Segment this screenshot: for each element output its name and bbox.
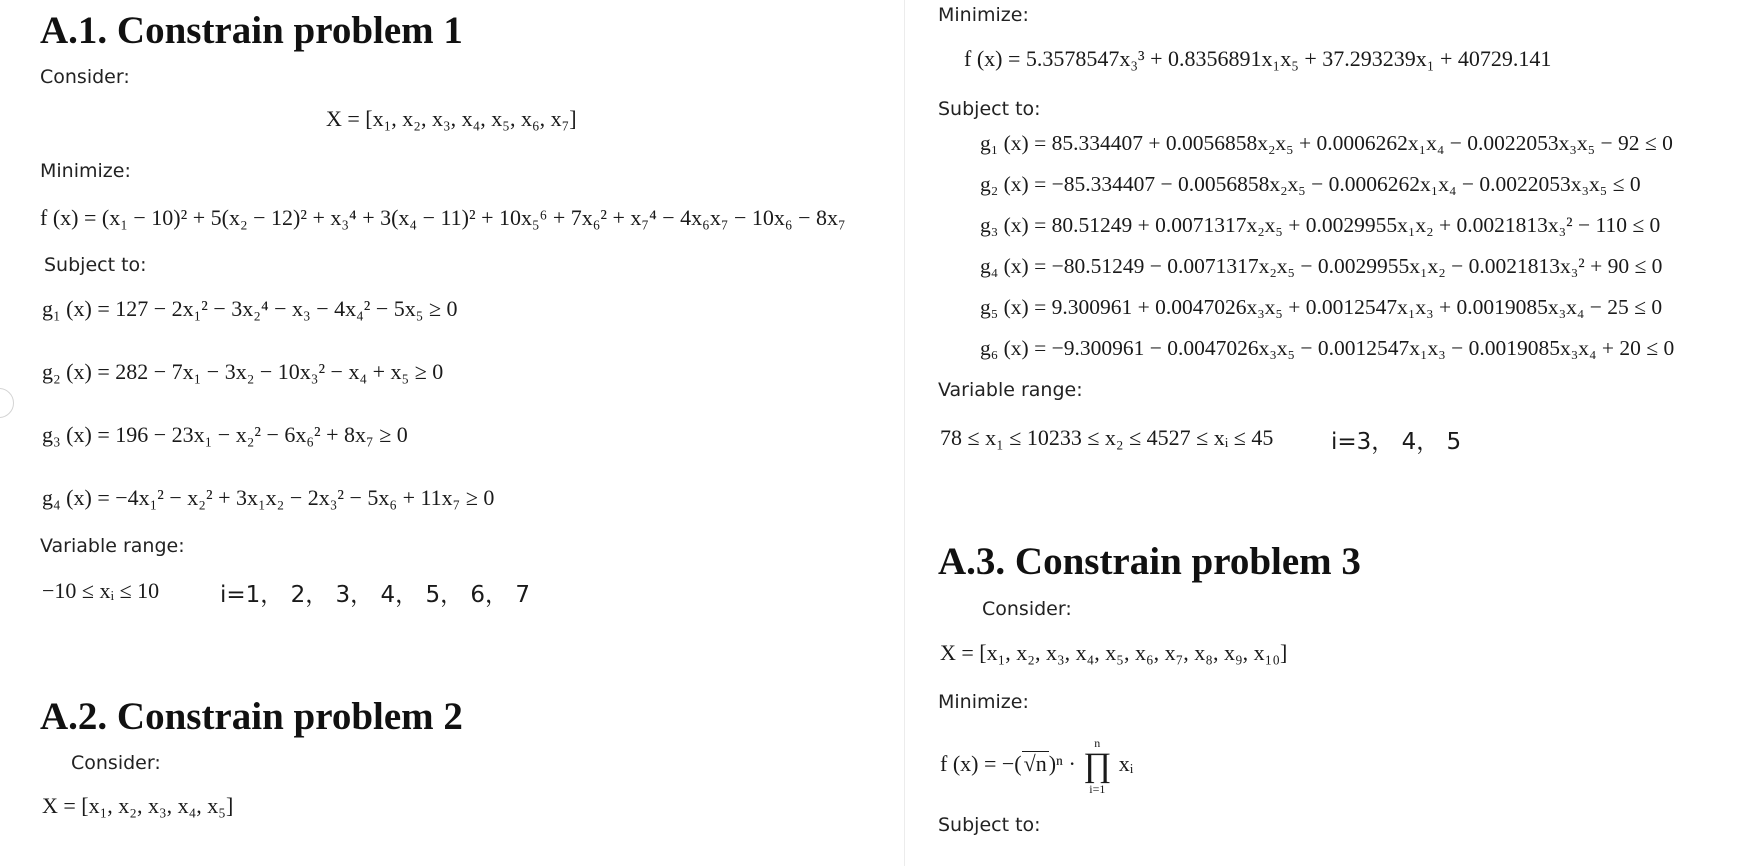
constraint-g1: g₁ (x) = 127 − 2x₁² − 3x₂⁴ − x₃ − 4x₄² − 5x₅ ≥ 0 [42,296,458,321]
product-term: xᵢ [1118,751,1134,777]
consider-label: Consider: [982,598,1072,620]
section-heading-a3: A.3. Constrain problem 3 [938,540,1361,583]
variable-range-label: Variable range: [938,379,1083,401]
minimize-label: Minimize: [938,691,1029,713]
minimize-label: Minimize: [40,160,131,182]
subject-to-label: Subject to: [938,98,1041,120]
section-heading-a2: A.2. Constrain problem 2 [40,695,463,738]
objective-function [940,737,1133,795]
objective-power: )ⁿ · [1048,751,1076,777]
sqrt-term: √n [1023,751,1047,777]
section-heading-a1: A.1. Constrain problem 1 [40,9,463,52]
constraint-g2: g₂ (x) = 282 − 7x₁ − 3x₂ − 10x₃² − x₄ + x₅ ≥ 0 [42,359,444,384]
variable-range-expression: 78 ≤ x₁ ≤ 10233 ≤ x₂ ≤ 4527 ≤ xᵢ ≤ 45 [940,425,1274,450]
minimize-label: Minimize: [938,4,1029,26]
product-lower: i=1 [1089,782,1106,796]
variable-range-expression: −10 ≤ xᵢ ≤ 10 [42,578,160,603]
product-operator [1083,737,1111,795]
constraint-g3: g₃ (x) = 80.51249 + 0.0071317x₂x₅ + 0.0029955x₁x₂ + 0.0021813x₃² − 110 ≤ 0 [980,213,1661,237]
constraint-g1: g₁ (x) = 85.334407 + 0.0056858x₂x₅ + 0.0006262x₁x₄ − 0.0022053x₃x₅ − 92 ≤ 0 [980,131,1673,155]
constraint-g4: g₄ (x) = −4x₁² − x₂² + 3x₁x₂ − 2x₃² − 5x₆ + 11x₇ ≥ 0 [42,485,495,510]
variable-index-note: i=1， 2， 3， 4， 5， 6， 7 [220,582,530,608]
constraint-g5: g₅ (x) = 9.300961 + 0.0047026x₃x₅ + 0.0012547x₁x₃ + 0.0019085x₃x₄ − 25 ≤ 0 [980,295,1663,319]
constraint-g2: g₂ (x) = −85.334407 − 0.0056858x₂x₅ − 0.0006262x₁x₄ − 0.0022053x₃x₅ ≤ 0 [980,172,1641,196]
variable-range-label: Variable range: [40,535,185,557]
consider-label: Consider: [71,752,161,774]
sqrt-argument: n [1035,751,1047,777]
objective-function: f (x) = (x₁ − 10)² + 5(x₂ − 12)² + x₃⁴ + 3(x₄ − 11)² + 10x₅⁶ + 7x₆² + x₇⁴ − 4x₆x₇ − 10x₆ − 8x₇ [40,205,846,230]
constraint-g4: g₄ (x) = −80.51249 − 0.0071317x₂x₅ − 0.0029955x₁x₂ − 0.0021813x₃² + 90 ≤ 0 [980,254,1663,278]
objective-lhs: f (x) = −( [940,751,1022,777]
product-upper: n [1094,736,1101,750]
consider-label: Consider: [40,66,130,88]
objective-function: f (x) = 5.3578547x₃³ + 0.8356891x₁x₅ + 37.293239x₁ + 40729.141 [964,46,1552,71]
variable-index-note: i=3， 4， 5 [1331,429,1462,455]
vector-equation: X = [x₁, x₂, x₃, x₄, x₅, x₆, x₇] [326,106,577,131]
vector-equation: X = [x₁, x₂, x₃, x₄, x₅, x₆, x₇, x₈, x₉, x₁₀] [940,640,1288,665]
constraint-g3: g₃ (x) = 196 − 23x₁ − x₂² − 6x₆² + 8x₇ ≥ 0 [42,422,408,447]
product-sign: ∏ [1083,747,1112,784]
subject-to-label: Subject to: [44,254,147,276]
right-page [906,0,1741,866]
vector-equation: X = [x₁, x₂, x₃, x₄, x₅] [42,793,234,818]
page-divider [904,0,905,866]
constraint-g6: g₆ (x) = −9.300961 − 0.0047026x₃x₅ − 0.0012547x₁x₃ − 0.0019085x₃x₄ + 20 ≤ 0 [980,336,1675,360]
subject-to-label: Subject to: [938,814,1041,836]
